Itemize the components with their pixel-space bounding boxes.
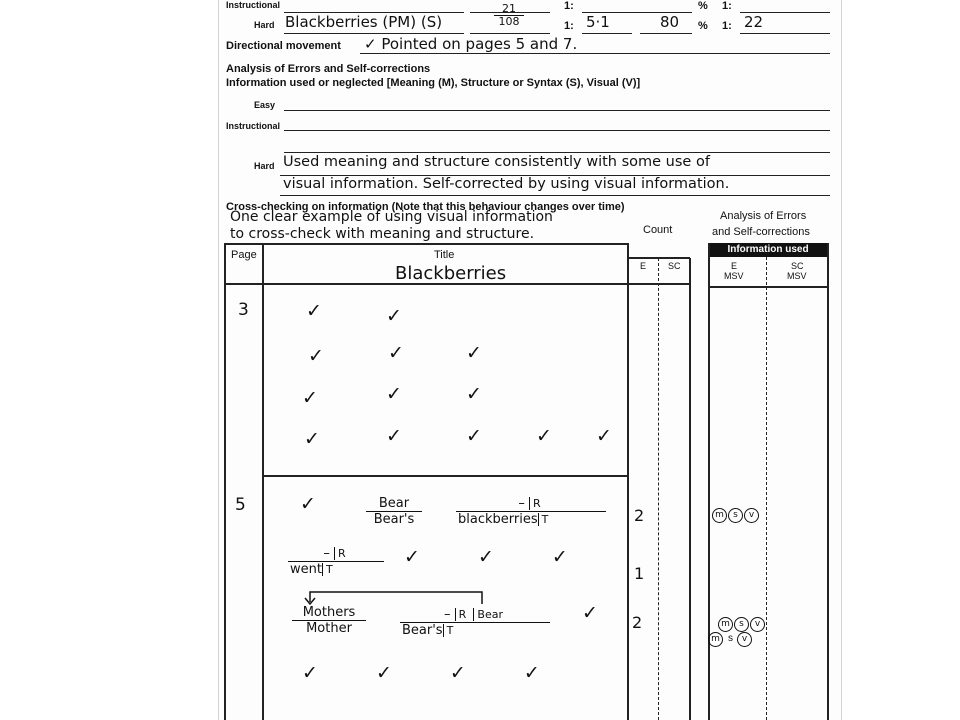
title-column-border	[627, 243, 629, 720]
col-sc-msv-1: SC	[791, 261, 804, 271]
col-e-msv-2: MSV	[724, 271, 744, 281]
cross-checking-line1: One clear example of using visual information	[230, 209, 553, 225]
page-column-border	[262, 243, 264, 720]
tick-mark: ✓	[386, 425, 402, 447]
col-e: E	[640, 261, 647, 271]
e-sc-divider	[658, 258, 659, 720]
tick-mark: ✓	[386, 383, 402, 405]
tick-mark: ✓	[466, 425, 482, 447]
hard-errors-line	[470, 33, 550, 34]
substitution-mothers: Mothers Mother	[292, 605, 366, 636]
tick-mark: ✓	[386, 305, 402, 327]
cross-checking-line2: to cross-check with meaning and structure.	[230, 226, 535, 242]
hard-sc-ratio: 22	[744, 13, 764, 31]
analysis-info-line: Information used or neglected [Meaning (M), Structure or Syntax (S), Visual (V)]	[226, 77, 641, 89]
tick-mark: ✓	[302, 387, 318, 409]
analysis-title: Analysis of Errors and Self-corrections	[226, 63, 431, 75]
info-header-bottom	[708, 286, 828, 288]
tick-mark: ✓	[388, 342, 404, 364]
directional-movement-label: Directional movement	[226, 40, 341, 52]
hard-analysis-label: Hard	[254, 161, 275, 171]
table-top-border	[224, 243, 628, 245]
tick-mark: ✓	[582, 602, 598, 624]
tick-mark: ✓	[304, 428, 320, 450]
hard-sc-label: 1:	[722, 20, 732, 32]
page-divider	[262, 475, 628, 477]
hard-analysis-line2: visual information. Self-corrected by using visual information.	[283, 176, 730, 192]
msv-circles-r3-e: m s v	[718, 613, 766, 632]
error-count-r1: 2	[634, 506, 645, 525]
substitution-bear: Bear Bear's	[366, 496, 422, 527]
count-top-border	[628, 257, 690, 259]
col-sc-msv-2: MSV	[787, 271, 807, 281]
appeal-blackberries: – R blackberries T	[456, 496, 606, 527]
instructional-percent: %	[698, 0, 708, 12]
page-number-3: 3	[238, 300, 249, 320]
col-e-msv-1: E	[731, 261, 738, 271]
arrow-link	[300, 586, 490, 606]
error-count-r3: 2	[632, 613, 643, 632]
tick-marks-r4: ✓ ✓ ✓ ✓	[302, 662, 540, 684]
easy-line	[284, 110, 830, 111]
col-page: Page	[231, 249, 257, 261]
hard-analysis-underline2	[280, 195, 830, 196]
tick-mark: ✓	[596, 425, 612, 447]
analysis-heading-2: and Self-corrections	[712, 226, 810, 238]
appeal-bears: – R Bear Bear's T	[400, 607, 550, 638]
hard-title-line	[284, 33, 464, 34]
hard-sc-line	[740, 33, 830, 34]
tick-mark: ✓	[536, 425, 552, 447]
hard-percent: %	[698, 20, 708, 32]
tick-mark: ✓	[466, 342, 482, 364]
info-right-border	[827, 243, 829, 720]
analysis-heading-1: Analysis of Errors	[720, 210, 807, 222]
tick-mark: ✓	[300, 493, 316, 515]
col-sc: SC	[668, 261, 681, 271]
hard-errors-fraction: 21 108	[494, 3, 524, 28]
msv-circles-r1: m s v	[712, 504, 760, 523]
hard-ratio-label: 1:	[564, 20, 574, 32]
hard-title: Blackberries (PM) (S)	[285, 13, 443, 31]
col-title: Title	[434, 249, 455, 261]
page-number-5: 5	[235, 495, 246, 515]
table-left-border	[224, 243, 226, 720]
directional-movement-value: ✓ Pointed on pages 5 and 7.	[364, 35, 578, 53]
cross-checking-label: Cross-checking on information (Note that this behaviour changes over time)	[226, 201, 625, 213]
appeal-went: – R went T	[288, 546, 384, 577]
hard-accuracy-line	[640, 33, 692, 34]
hard-accuracy: 80	[660, 13, 680, 31]
easy-label: Easy	[254, 100, 276, 110]
error-count-r2: 1	[634, 564, 645, 583]
instructional-label-top: Instructional	[226, 0, 281, 10]
hard-label-top: Hard	[254, 20, 275, 30]
directional-movement-line	[360, 53, 830, 54]
count-heading: Count	[643, 224, 673, 236]
instructional-analysis-label: Instructional	[226, 121, 281, 131]
hard-error-ratio: 5·1	[586, 13, 610, 31]
instructional-ratio-label: 1:	[564, 0, 574, 12]
tick-mark: ✓	[306, 300, 322, 322]
hard-analysis-line1: Used meaning and structure consistently with some use of	[283, 154, 710, 170]
information-used-bar: Information used	[708, 243, 828, 257]
instructional-analysis-line	[284, 130, 830, 131]
hard-ratio-line	[582, 33, 632, 34]
msv-circles-r3-sc: m s v	[708, 628, 753, 647]
info-left-border	[708, 243, 710, 720]
msv-divider	[766, 257, 767, 720]
instructional-sc-label: 1:	[722, 0, 732, 12]
book-title: Blackberries	[395, 263, 507, 284]
count-right-border	[689, 258, 691, 720]
tick-marks-r2: ✓ ✓ ✓	[404, 546, 568, 568]
blank-analysis-line	[284, 152, 830, 153]
tick-mark: ✓	[308, 345, 324, 367]
tick-mark: ✓	[466, 383, 482, 405]
